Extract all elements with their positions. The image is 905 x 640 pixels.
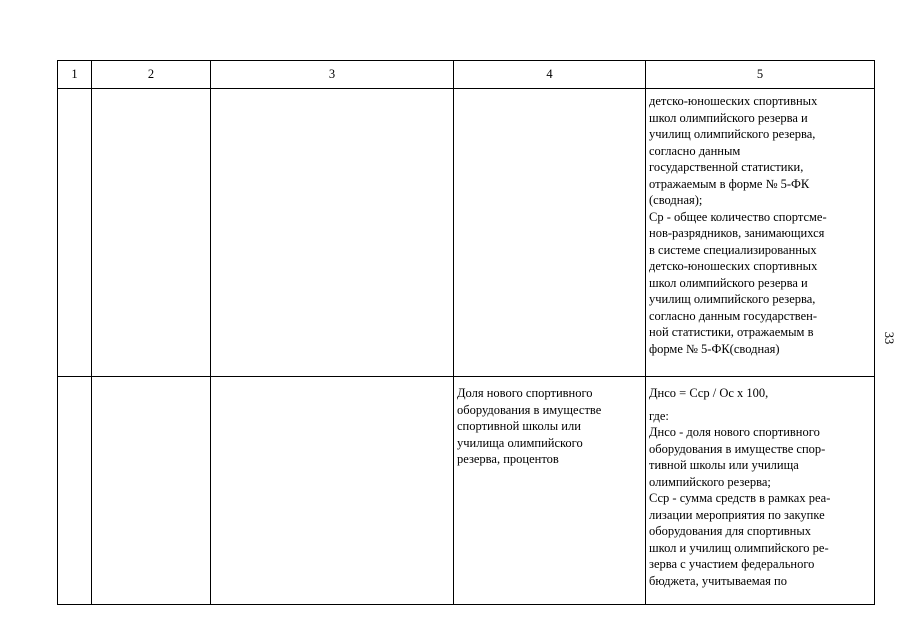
formula-line: Днсо = Сср / Ос х 100, bbox=[649, 386, 769, 400]
table-row bbox=[58, 377, 875, 605]
text-line: школ олимпийского резерва и bbox=[649, 275, 808, 290]
table-row bbox=[58, 89, 875, 377]
text-line: Доля нового спортивного bbox=[457, 386, 593, 400]
row1-col2-cell bbox=[92, 89, 211, 377]
row2-col5-cell bbox=[646, 377, 875, 605]
row2-col1-cell bbox=[58, 377, 92, 605]
header-col-4: 4 bbox=[454, 61, 646, 89]
text-line: резерва, процентов bbox=[457, 452, 559, 466]
text-line: зерва с участием федерального bbox=[649, 557, 815, 571]
row1-col4-cell bbox=[454, 89, 646, 377]
header-col-3: 3 bbox=[211, 61, 454, 89]
text-line: олимпийского резерва; bbox=[649, 474, 771, 489]
row1-col3-cell bbox=[211, 89, 454, 377]
text-line: Сср - сумма средств в рамках реа- bbox=[649, 491, 831, 505]
text-line: училищ олимпийского резерва, bbox=[649, 127, 816, 141]
text-line: государственной статистики, bbox=[649, 160, 804, 174]
page-number: 33 bbox=[882, 331, 896, 345]
text-line: Ср - общее количество спортсме- bbox=[649, 209, 827, 224]
text-line: форме № 5-ФК(сводная) bbox=[649, 341, 780, 356]
text-line: согласно данным государствен- bbox=[649, 308, 818, 323]
text-line: детско-юношеских спортивных bbox=[649, 94, 818, 108]
text-line: спортивной школы или bbox=[457, 419, 581, 433]
row2-col3-cell bbox=[211, 377, 454, 605]
header-col-1: 1 bbox=[58, 61, 92, 89]
text-line: отражаемым в форме № 5-ФК bbox=[649, 176, 810, 191]
text-line: школ олимпийского резерва и bbox=[649, 110, 808, 125]
row1-col5-cell bbox=[646, 89, 875, 377]
text-line: оборудования в имуществе спор- bbox=[649, 441, 826, 456]
row1-col5-text bbox=[646, 89, 874, 357]
text-line: оборудования в имуществе bbox=[457, 402, 602, 417]
text-line: нов-разрядников, занимающихся bbox=[649, 226, 825, 240]
row2-col2-cell bbox=[92, 377, 211, 605]
text-line: оборудования для спортивных bbox=[649, 524, 811, 538]
text-line: согласно данным bbox=[649, 143, 741, 158]
text-line: училищ олимпийского резерва, bbox=[649, 292, 816, 306]
text-line: тивной школы или училища bbox=[649, 458, 799, 472]
row2-col4-cell bbox=[454, 377, 646, 605]
where-line: где: bbox=[649, 408, 669, 423]
table-header-row bbox=[58, 61, 875, 89]
text-line: школ и училищ олимпийского ре- bbox=[649, 540, 829, 555]
text-line: ной статистики, отражаемым в bbox=[649, 325, 814, 339]
text-line: училища олимпийского bbox=[457, 435, 583, 450]
row2-col5-text bbox=[646, 377, 874, 589]
row1-col1-cell bbox=[58, 89, 92, 377]
header-col-5: 5 bbox=[646, 61, 875, 89]
text-line: Днсо - доля нового спортивного bbox=[649, 425, 820, 439]
header-col-2: 2 bbox=[92, 61, 211, 89]
text-line: лизации мероприятия по закупке bbox=[649, 507, 825, 522]
text-line: (сводная); bbox=[649, 193, 703, 207]
document-table bbox=[57, 60, 875, 605]
text-line: бюджета, учитываемая по bbox=[649, 573, 787, 588]
text-line: детско-юношеских спортивных bbox=[649, 259, 818, 273]
row2-col4-text bbox=[454, 377, 645, 468]
text-line: в системе специализированных bbox=[649, 242, 817, 257]
